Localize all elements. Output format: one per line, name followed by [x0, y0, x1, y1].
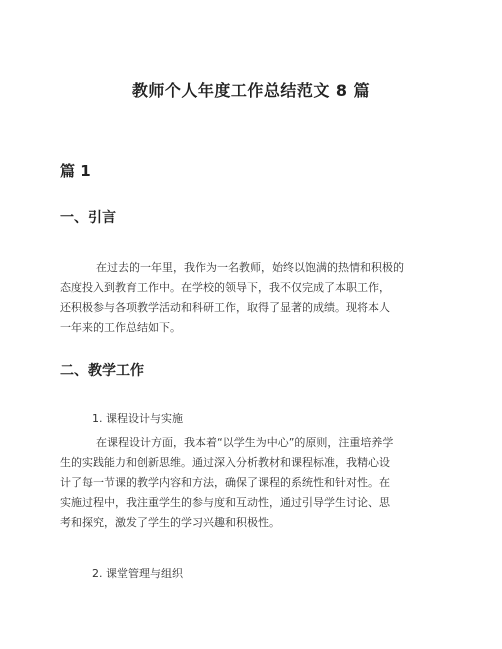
document-title: 教师个人年度工作总结范文 8 篇 [131, 81, 371, 100]
paragraph-line: 在过去的一年里，我作为一名教师，始终以饱满的热情和积极的 [96, 261, 404, 274]
paragraph-line: 一年来的工作总结如下。 [60, 321, 181, 334]
paragraph-line: 考和探究，激发了学生的学习兴趣和积极性。 [60, 516, 280, 529]
paragraph-line: 还积极参与各项教学活动和科研工作，取得了显著的成绩。现将本人 [60, 301, 390, 314]
paragraph-line: 在课程设计方面，我本着“以学生为中心”的原则，注重培养学 [96, 436, 394, 449]
paragraph-line: 计了每一节课的教学内容和方法，确保了课程的系统性和针对性。在 [60, 476, 390, 489]
teaching-paragraph [60, 433, 440, 533]
intro-paragraph [60, 258, 440, 338]
paragraph-line: 实施过程中，我注重学生的参与度和互动性，通过引导学生讨论、思 [60, 496, 390, 509]
paragraph-line: 态度投入到教育工作中。在学校的领导下，我不仅完成了本职工作， [60, 281, 390, 294]
paragraph-line: 生的实践能力和创新思维。通过深入分析教材和课程标准，我精心设 [60, 456, 390, 469]
section-heading: 篇 1 [60, 162, 91, 180]
subsection-heading: 1. 课程设计与实施 [92, 412, 183, 425]
teaching-heading: 二、教学工作 [60, 363, 144, 379]
intro-heading: 一、引言 [60, 210, 116, 226]
subsection-heading: 2. 课堂管理与组织 [92, 567, 183, 580]
